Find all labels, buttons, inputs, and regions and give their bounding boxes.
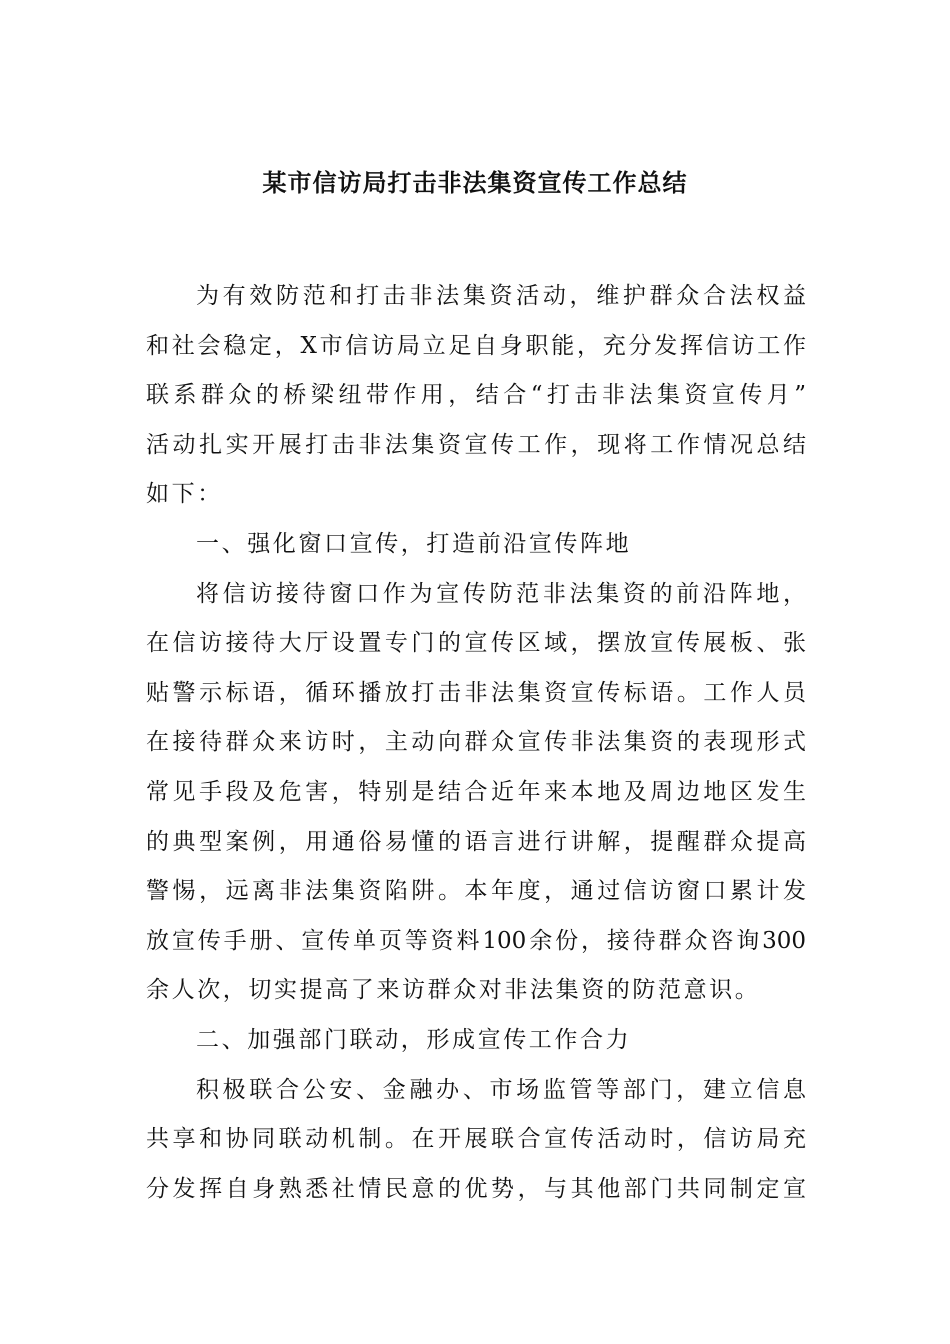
- paragraph-line: 联系群众的桥梁纽带作用，结合“打击非法集资宣传月”: [146, 382, 806, 409]
- document-title: 某市信访局打击非法集资宣传工作总结: [262, 169, 688, 197]
- paragraph-line: 活动扎实开展打击非法集资宣传工作，现将工作情况总结: [146, 431, 806, 458]
- paragraph-line: 在信访接待大厅设置专门的宣传区域，摆放宣传展板、张: [146, 630, 806, 657]
- paragraph-line: 警惕，远离非法集资陷阱。本年度，通过信访窗口累计发: [146, 878, 806, 905]
- section-heading: 二、加强部门联动，形成宣传工作合力: [196, 1026, 632, 1053]
- paragraph-line: 放宣传手册、宣传单页等资料100余份，接待群众咨询300: [146, 927, 806, 954]
- paragraph-line: 的典型案例，用通俗易懂的语言进行讲解，提醒群众提高: [146, 828, 806, 855]
- paragraph-line: 将信访接待窗口作为宣传防范非法集资的前沿阵地，: [196, 580, 806, 607]
- paragraph-line: 如下：: [146, 481, 223, 508]
- paragraph-line: 余人次，切实提高了来访群众对非法集资的防范意识。: [146, 977, 761, 1004]
- paragraph-line: 在接待群众来访时，主动向群众宣传非法集资的表现形式: [146, 729, 806, 756]
- section-heading: 一、强化窗口宣传，打造前沿宣传阵地: [196, 530, 632, 557]
- paragraph-line: 为有效防范和打击非法集资活动，维护群众合法权益: [196, 283, 806, 309]
- paragraph-line: 共享和协同联动机制。在开展联合宣传活动时，信访局充: [146, 1126, 806, 1153]
- paragraph-line: 贴警示标语，循环播放打击非法集资宣传标语。工作人员: [146, 679, 806, 706]
- paragraph-line: 常见手段及危害，特别是结合近年来本地及周边地区发生: [146, 778, 806, 805]
- paragraph-line: 分发挥自身熟悉社情民意的优势，与其他部门共同制定宣: [146, 1175, 806, 1202]
- document-body: [146, 272, 806, 1214]
- paragraph-line: 积极联合公安、金融办、市场监管等部门，建立信息: [196, 1076, 806, 1103]
- paragraph-line: 和社会稳定，X市信访局立足自身职能，充分发挥信访工作: [146, 332, 806, 359]
